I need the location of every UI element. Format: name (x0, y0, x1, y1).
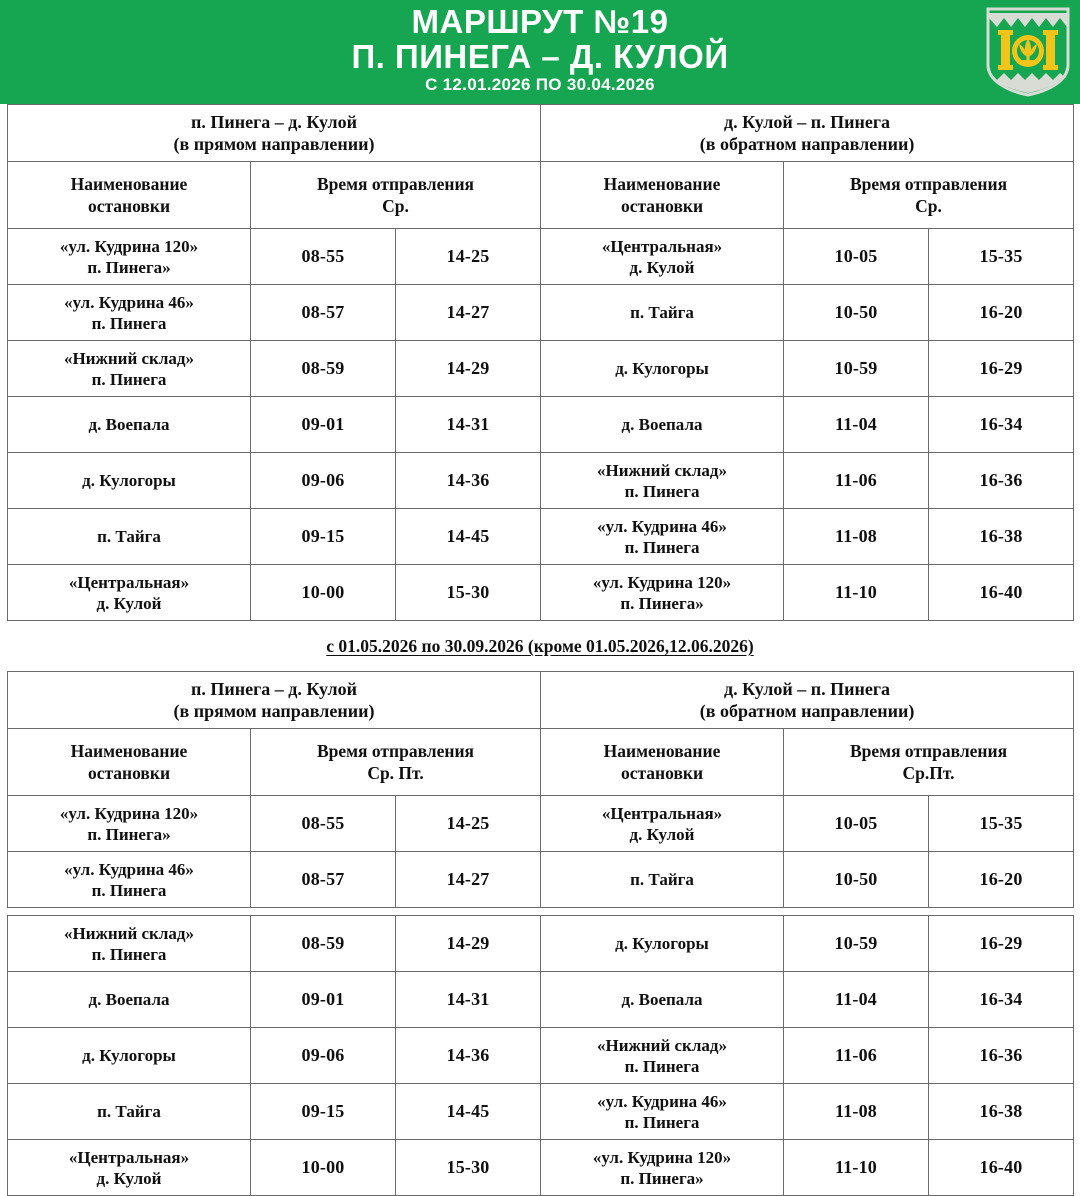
table-row (8, 972, 1074, 1028)
stop-name-cell: «ул. Кудрина 46» п. Пинега (8, 285, 251, 341)
stop-name-cell: д. Кулогоры (8, 453, 251, 509)
departure-time-cell: 09-01 (251, 972, 396, 1028)
stop-name-cell: д. Воепала (8, 397, 251, 453)
stop-name-cell: «Нижний склад» п. Пинега (8, 341, 251, 397)
departure-time-cell: 09-06 (251, 1028, 396, 1084)
departure-time-cell: 14-27 (396, 852, 541, 908)
stop-name-cell: п. Тайга (541, 285, 784, 341)
schedule-table-2b (7, 915, 1074, 1196)
schedule-table-2-wrap (0, 671, 1080, 908)
departure-time-cell: 15-35 (929, 229, 1074, 285)
schedule-table-1 (7, 104, 1074, 621)
table-row (8, 916, 1074, 972)
stop-name-cell: д. Кулогоры (541, 916, 784, 972)
departure-time-cell: 15-35 (929, 796, 1074, 852)
departure-time-cell: 09-01 (251, 397, 396, 453)
departure-time-cell: 08-59 (251, 341, 396, 397)
departure-time-cell: 16-29 (929, 916, 1074, 972)
stop-name-cell: «Центральная» д. Кулой (541, 796, 784, 852)
table-row (8, 341, 1074, 397)
table-row (8, 229, 1074, 285)
departure-time-cell: 14-36 (396, 453, 541, 509)
stop-name-cell: д. Воепала (541, 972, 784, 1028)
stop-name-cell: «Центральная» д. Кулой (8, 565, 251, 621)
stop-name-cell: «Нижний склад» п. Пинега (8, 916, 251, 972)
departure-time-cell: 09-15 (251, 509, 396, 565)
table-row (8, 453, 1074, 509)
departure-time-cell: 15-30 (396, 1140, 541, 1196)
departure-time-cell: 09-15 (251, 1084, 396, 1140)
stop-name-cell: д. Воепала (541, 397, 784, 453)
departure-time-cell: 15-30 (396, 565, 541, 621)
stop-name-cell: «ул. Кудрина 46» п. Пинега (541, 509, 784, 565)
col-header-time-forward: Время отправления Ср. (251, 162, 541, 229)
departure-time-cell: 10-59 (784, 916, 929, 972)
departure-time-cell: 14-31 (396, 397, 541, 453)
table-row (8, 1084, 1074, 1140)
route-period-subtitle: С 12.01.2026 ПО 30.04.2026 (425, 75, 655, 94)
stop-name-cell: «ул. Кудрина 46» п. Пинега (8, 852, 251, 908)
departure-time-cell: 10-05 (784, 229, 929, 285)
col-header-stop-backward: Наименование остановки (541, 729, 784, 796)
departure-time-cell: 09-06 (251, 453, 396, 509)
stop-name-cell: «ул. Кудрина 120» п. Пинега» (541, 565, 784, 621)
table-row (8, 285, 1074, 341)
stop-name-cell: п. Тайга (8, 509, 251, 565)
departure-time-cell: 16-34 (929, 397, 1074, 453)
departure-time-cell: 14-25 (396, 229, 541, 285)
departure-time-cell: 10-00 (251, 1140, 396, 1196)
departure-time-cell: 10-50 (784, 852, 929, 908)
col-header-time-backward: Время отправления Ср.Пт. (784, 729, 1074, 796)
table-row (8, 852, 1074, 908)
departure-time-cell: 14-27 (396, 285, 541, 341)
period-note (0, 621, 1080, 671)
stop-name-cell: «ул. Кудрина 46» п. Пинега (541, 1084, 784, 1140)
stop-name-cell: «Центральная» д. Кулой (8, 1140, 251, 1196)
column-header-row (8, 162, 1074, 229)
stop-name-cell: «Нижний склад» п. Пинега (541, 1028, 784, 1084)
departure-time-cell: 14-25 (396, 796, 541, 852)
departure-time-cell: 16-29 (929, 341, 1074, 397)
stop-name-cell: д. Воепала (8, 972, 251, 1028)
departure-time-cell: 16-40 (929, 1140, 1074, 1196)
departure-time-cell: 11-08 (784, 1084, 929, 1140)
direction-backward-title: д. Кулой – п. Пинега (в обратном направлении) (541, 105, 1074, 162)
stop-name-cell: «Центральная» д. Кулой (541, 229, 784, 285)
departure-time-cell: 08-57 (251, 852, 396, 908)
direction-forward-title: п. Пинега – д. Кулой (в прямом направлении) (8, 105, 541, 162)
departure-time-cell: 10-05 (784, 796, 929, 852)
table-row (8, 509, 1074, 565)
departure-time-cell: 11-06 (784, 1028, 929, 1084)
direction-backward-title: д. Кулой – п. Пинега (в обратном направлении) (541, 672, 1074, 729)
stop-name-cell: «ул. Кудрина 120» п. Пинега» (541, 1140, 784, 1196)
direction-header-row (8, 672, 1074, 729)
departure-time-cell: 16-38 (929, 509, 1074, 565)
departure-time-cell: 08-55 (251, 229, 396, 285)
stop-name-cell: «ул. Кудрина 120» п. Пинега» (8, 229, 251, 285)
departure-time-cell: 11-10 (784, 565, 929, 621)
page-break-seam (0, 908, 1080, 915)
departure-time-cell: 11-06 (784, 453, 929, 509)
route-banner (0, 0, 1080, 104)
departure-time-cell: 11-08 (784, 509, 929, 565)
departure-time-cell: 16-38 (929, 1084, 1074, 1140)
departure-time-cell: 14-29 (396, 916, 541, 972)
departure-time-cell: 08-55 (251, 796, 396, 852)
route-number-title: МАРШРУТ №19 (411, 3, 669, 40)
departure-time-cell: 16-20 (929, 285, 1074, 341)
table-row (8, 1140, 1074, 1196)
stop-name-cell: д. Кулогоры (541, 341, 784, 397)
column-header-row (8, 729, 1074, 796)
col-header-stop-forward: Наименование остановки (8, 162, 251, 229)
departure-time-cell: 16-36 (929, 1028, 1074, 1084)
departure-time-cell: 14-36 (396, 1028, 541, 1084)
table-row (8, 1028, 1074, 1084)
schedule-table-2b-wrap (0, 915, 1080, 1196)
departure-time-cell: 10-50 (784, 285, 929, 341)
col-header-time-forward: Время отправления Ср. Пт. (251, 729, 541, 796)
col-header-time-backward: Время отправления Ср. (784, 162, 1074, 229)
departure-time-cell: 14-31 (396, 972, 541, 1028)
stop-name-cell: п. Тайга (541, 852, 784, 908)
departure-time-cell: 16-36 (929, 453, 1074, 509)
departure-time-cell: 11-04 (784, 972, 929, 1028)
table-row (8, 796, 1074, 852)
col-header-stop-forward: Наименование остановки (8, 729, 251, 796)
period-note-text: с 01.05.2026 по 30.09.2026 (кроме 01.05.2026,12.06.2026) (326, 636, 754, 656)
departure-time-cell: 14-45 (396, 509, 541, 565)
departure-time-cell: 16-34 (929, 972, 1074, 1028)
stop-name-cell: «ул. Кудрина 120» п. Пинега» (8, 796, 251, 852)
departure-time-cell: 11-10 (784, 1140, 929, 1196)
departure-time-cell: 16-20 (929, 852, 1074, 908)
banner-title-block (0, 4, 1080, 95)
departure-time-cell: 14-45 (396, 1084, 541, 1140)
stop-name-cell: «Нижний склад» п. Пинега (541, 453, 784, 509)
departure-time-cell: 08-59 (251, 916, 396, 972)
stop-name-cell: п. Тайга (8, 1084, 251, 1140)
departure-time-cell: 10-59 (784, 341, 929, 397)
departure-time-cell: 10-00 (251, 565, 396, 621)
direction-header-row (8, 105, 1074, 162)
table-row (8, 397, 1074, 453)
col-header-stop-backward: Наименование остановки (541, 162, 784, 229)
stop-name-cell: д. Кулогоры (8, 1028, 251, 1084)
departure-time-cell: 11-04 (784, 397, 929, 453)
departure-time-cell: 08-57 (251, 285, 396, 341)
route-name-title: П. ПИНЕГА – Д. КУЛОЙ (351, 38, 729, 75)
schedule-table-2a (7, 671, 1074, 908)
schedule-table-1-wrap (0, 104, 1080, 621)
departure-time-cell: 14-29 (396, 341, 541, 397)
table-row (8, 565, 1074, 621)
departure-time-cell: 16-40 (929, 565, 1074, 621)
coat-of-arms-icon (986, 7, 1070, 97)
direction-forward-title: п. Пинега – д. Кулой (в прямом направлении) (8, 672, 541, 729)
